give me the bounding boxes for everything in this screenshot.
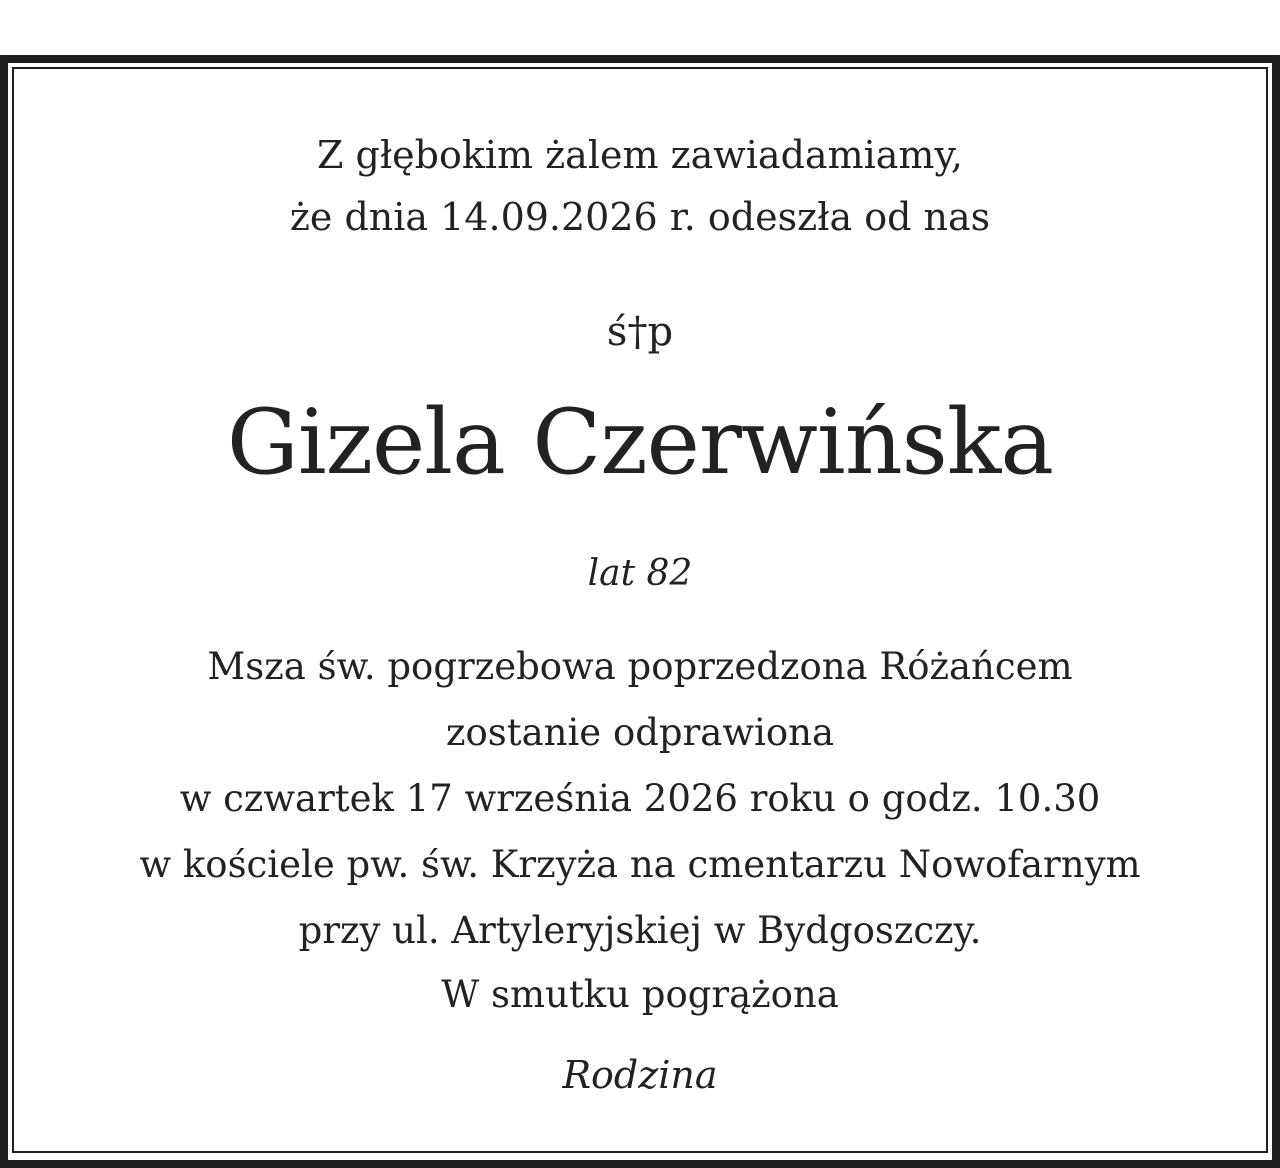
details-line-6: W smutku pogrążona	[441, 973, 839, 1016]
details-line-2: zostanie odprawiona	[445, 711, 835, 754]
signature: Rodzina	[562, 1053, 718, 1097]
details-line-1: Msza św. pogrzebowa poprzedzona Różańcem	[207, 645, 1073, 688]
age-label: lat 82	[587, 553, 693, 594]
stp-label: ś†p	[606, 309, 674, 355]
intro-line-2: że dnia 14.09.2026 r. odeszła od nas	[289, 195, 991, 239]
details-line-5: przy ul. Artyleryjskiej w Bydgoszczy.	[298, 909, 982, 952]
details-line-4: w kościele pw. św. Krzyża na cmentarzu Nowofarnym	[139, 843, 1141, 886]
details-line-3: w czwartek 17 września 2026 roku o godz. 10.30	[179, 777, 1101, 820]
intro-line-1: Z głębokim żalem zawiadamiamy,	[317, 133, 963, 177]
deceased-name: Gizela Czerwińska	[226, 390, 1054, 495]
